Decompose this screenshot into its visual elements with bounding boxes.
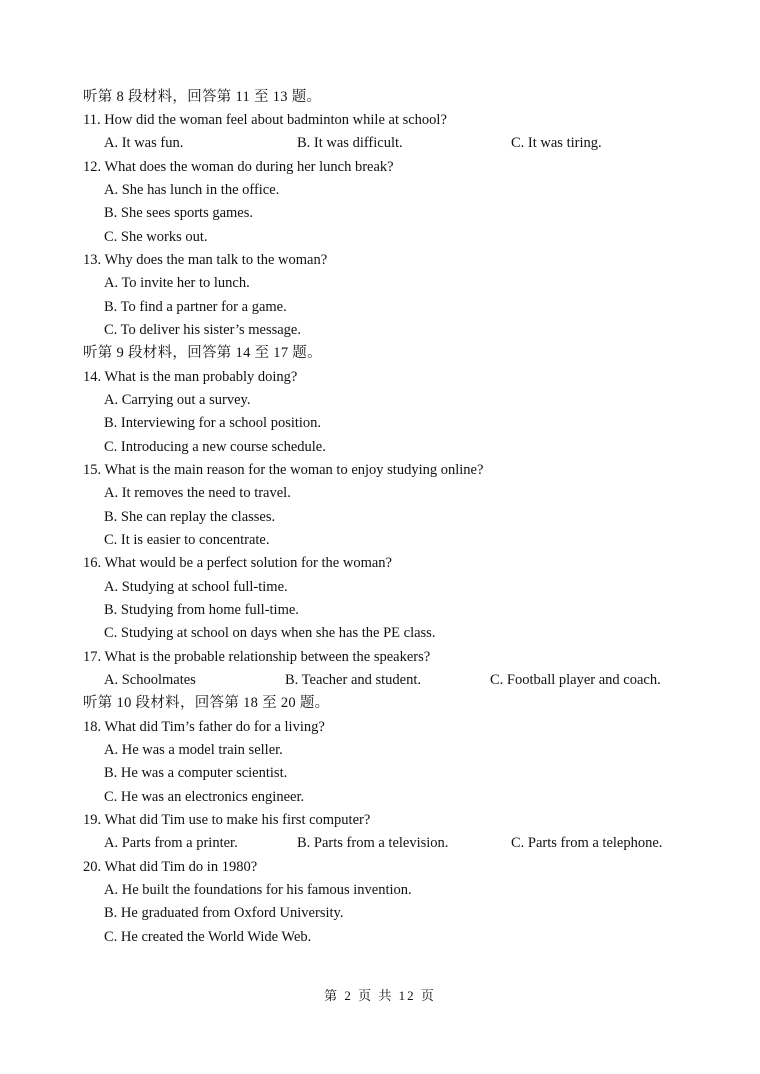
question-17-stem: 17. What is the probable relationship between the speakers? xyxy=(83,649,431,665)
question-20-option-b: B. He graduated from Oxford University. xyxy=(104,905,344,921)
question-14-option-c: C. Introducing a new course schedule. xyxy=(104,439,326,455)
question-15-stem: 15. What is the main reason for the woman to enjoy studying online? xyxy=(83,462,484,478)
question-13-option-c: C. To deliver his sister’s message. xyxy=(104,322,301,338)
question-18-option-a: A. He was a model train seller. xyxy=(104,742,283,758)
question-14-stem: 14. What is the man probably doing? xyxy=(83,369,298,385)
section-8-instruction: 听第 8 段材料，回答第 11 至 13 题。 xyxy=(83,89,322,105)
question-11-option-c: C. It was tiring. xyxy=(511,135,602,151)
question-19-option-c: C. Parts from a telephone. xyxy=(511,835,663,851)
question-19-stem: 19. What did Tim use to make his first computer? xyxy=(83,812,371,828)
question-18-stem: 18. What did Tim’s father do for a living? xyxy=(83,719,325,735)
question-20-stem: 20. What did Tim do in 1980? xyxy=(83,859,258,875)
question-12-option-c: C. She works out. xyxy=(104,229,208,245)
question-17-option-a: A. Schoolmates xyxy=(104,672,196,688)
question-17-option-c: C. Football player and coach. xyxy=(490,672,661,688)
question-16-option-a: A. Studying at school full-time. xyxy=(104,579,288,595)
question-19-option-a: A. Parts from a printer. xyxy=(104,835,238,851)
question-15-option-c: C. It is easier to concentrate. xyxy=(104,532,270,548)
page-footer: 第 2 页 共 12 页 xyxy=(324,988,436,1003)
question-17-option-b: B. Teacher and student. xyxy=(285,672,422,688)
question-12-stem: 12. What does the woman do during her lunch break? xyxy=(83,159,394,175)
section-9-instruction: 听第 9 段材料，回答第 14 至 17 题。 xyxy=(83,345,322,361)
question-20-option-a: A. He built the foundations for his famous invention. xyxy=(104,882,412,898)
question-15-option-a: A. It removes the need to travel. xyxy=(104,485,291,501)
question-16-stem: 16. What would be a perfect solution for the woman? xyxy=(83,555,392,571)
question-16-option-c: C. Studying at school on days when she has the PE class. xyxy=(104,625,436,641)
question-15-option-b: B. She can replay the classes. xyxy=(104,509,276,525)
question-18-option-b: B. He was a computer scientist. xyxy=(104,765,288,781)
question-12-option-b: B. She sees sports games. xyxy=(104,205,254,221)
question-19-option-b: B. Parts from a television. xyxy=(297,835,449,851)
section-10-instruction: 听第 10 段材料，回答第 18 至 20 题。 xyxy=(83,695,330,711)
question-13-stem: 13. Why does the man talk to the woman? xyxy=(83,252,328,268)
question-13-option-b: B. To find a partner for a game. xyxy=(104,299,287,315)
question-11-stem: 11. How did the woman feel about badminton while at school? xyxy=(83,112,447,128)
question-18-option-c: C. He was an electronics engineer. xyxy=(104,789,305,805)
question-12-option-a: A. She has lunch in the office. xyxy=(104,182,280,198)
question-19-options xyxy=(104,834,694,852)
question-13-option-a: A. To invite her to lunch. xyxy=(104,275,250,291)
question-11-option-b: B. It was difficult. xyxy=(297,135,403,151)
question-11-option-a: A. It was fun. xyxy=(104,135,184,151)
question-20-option-c: C. He created the World Wide Web. xyxy=(104,929,312,945)
question-14-option-b: B. Interviewing for a school position. xyxy=(104,415,322,431)
question-11-options xyxy=(104,134,694,152)
question-16-option-b: B. Studying from home full-time. xyxy=(104,602,299,618)
question-17-options xyxy=(104,671,694,689)
question-14-option-a: A. Carrying out a survey. xyxy=(104,392,251,408)
